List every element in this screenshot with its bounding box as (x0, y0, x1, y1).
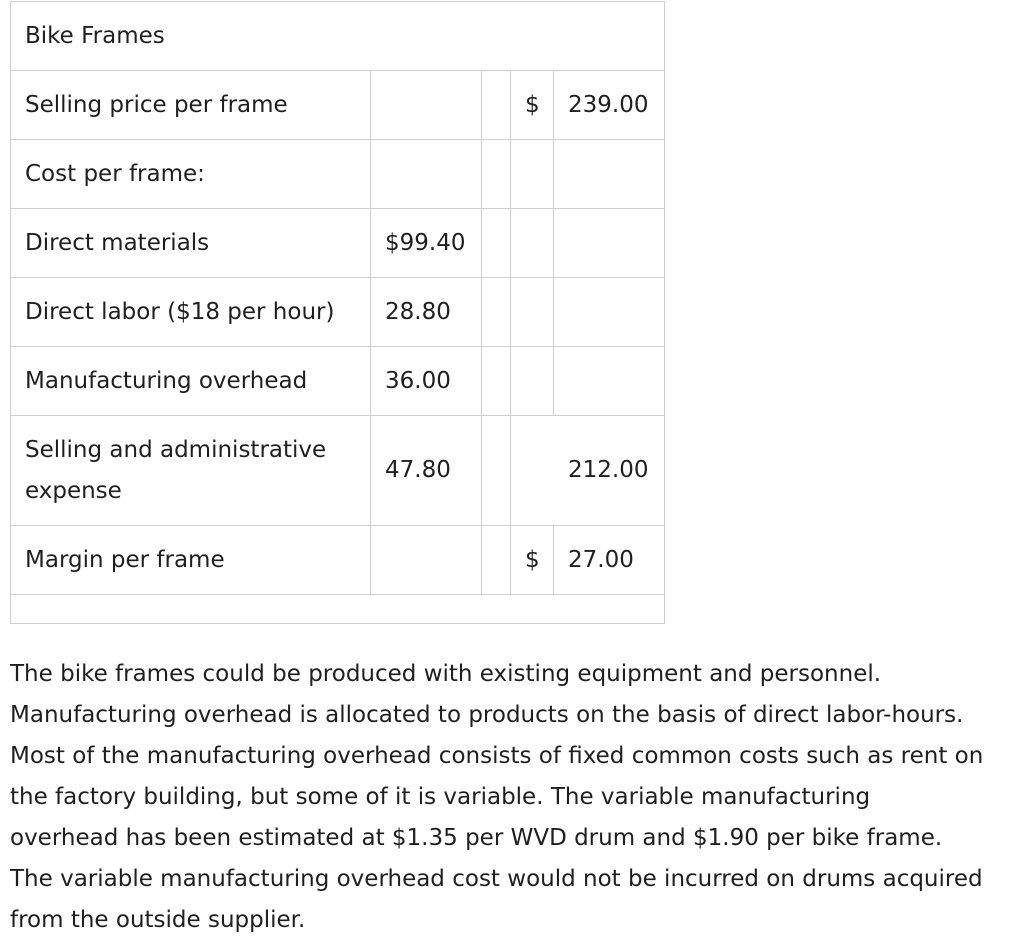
row-cost (371, 71, 482, 140)
row-cost (371, 140, 482, 209)
table-row (11, 140, 665, 209)
table-title-row (11, 2, 665, 71)
row-spacer (482, 140, 511, 209)
row-total (554, 347, 665, 416)
row-currency (511, 347, 554, 416)
row-label: Manufacturing overhead (11, 347, 371, 416)
table-empty-row (11, 595, 665, 624)
row-currency (511, 209, 554, 278)
row-total (554, 140, 665, 209)
row-label: Cost per frame: (11, 140, 371, 209)
row-cost: 36.00 (371, 347, 482, 416)
row-currency: $ (511, 526, 554, 595)
table-row (11, 416, 665, 526)
row-total: 27.00 (554, 526, 665, 595)
row-spacer (482, 278, 511, 347)
row-currency (511, 140, 554, 209)
row-currency: $ (511, 71, 554, 140)
row-cost: 47.80 (371, 416, 482, 526)
row-label: Direct labor ($18 per hour) (11, 278, 371, 347)
table-row (11, 526, 665, 595)
row-total (554, 278, 665, 347)
row-cost (371, 526, 482, 595)
row-total: 239.00 (554, 71, 665, 140)
row-spacer (482, 71, 511, 140)
row-spacer (482, 209, 511, 278)
description-paragraph: The bike frames could be produced with existing equipment and personnel. Manufacturing overhead is allocated to products on the basis of direct labor-hours. Most of the manufacturing overhead consists of fixed common costs such as rent on the factory building, but some of it is variable. The variable manufacturing overhead has been estimated at $1.35 per WVD drum and $1.90 per bike frame. The variable manufacturing overhead cost would not be incurred on drums acquired from the outside supplier. (10, 661, 984, 933)
table-row (11, 347, 665, 416)
row-currency (511, 278, 554, 347)
row-total: 212.00 (511, 416, 665, 526)
row-cost: 28.80 (371, 278, 482, 347)
row-label: Direct materials (11, 209, 371, 278)
row-cost: $99.40 (371, 209, 482, 278)
empty-cell (11, 595, 665, 624)
row-label: Selling price per frame (11, 71, 371, 140)
table-row (11, 278, 665, 347)
row-total (554, 209, 665, 278)
row-spacer (482, 526, 511, 595)
table-title: Bike Frames (11, 2, 665, 71)
row-spacer (482, 416, 511, 526)
row-label: Selling and administrative expense (11, 416, 371, 526)
table-row (11, 71, 665, 140)
bike-frames-table (10, 1, 665, 624)
row-label: Margin per frame (11, 526, 371, 595)
table-row (11, 209, 665, 278)
row-spacer (482, 347, 511, 416)
